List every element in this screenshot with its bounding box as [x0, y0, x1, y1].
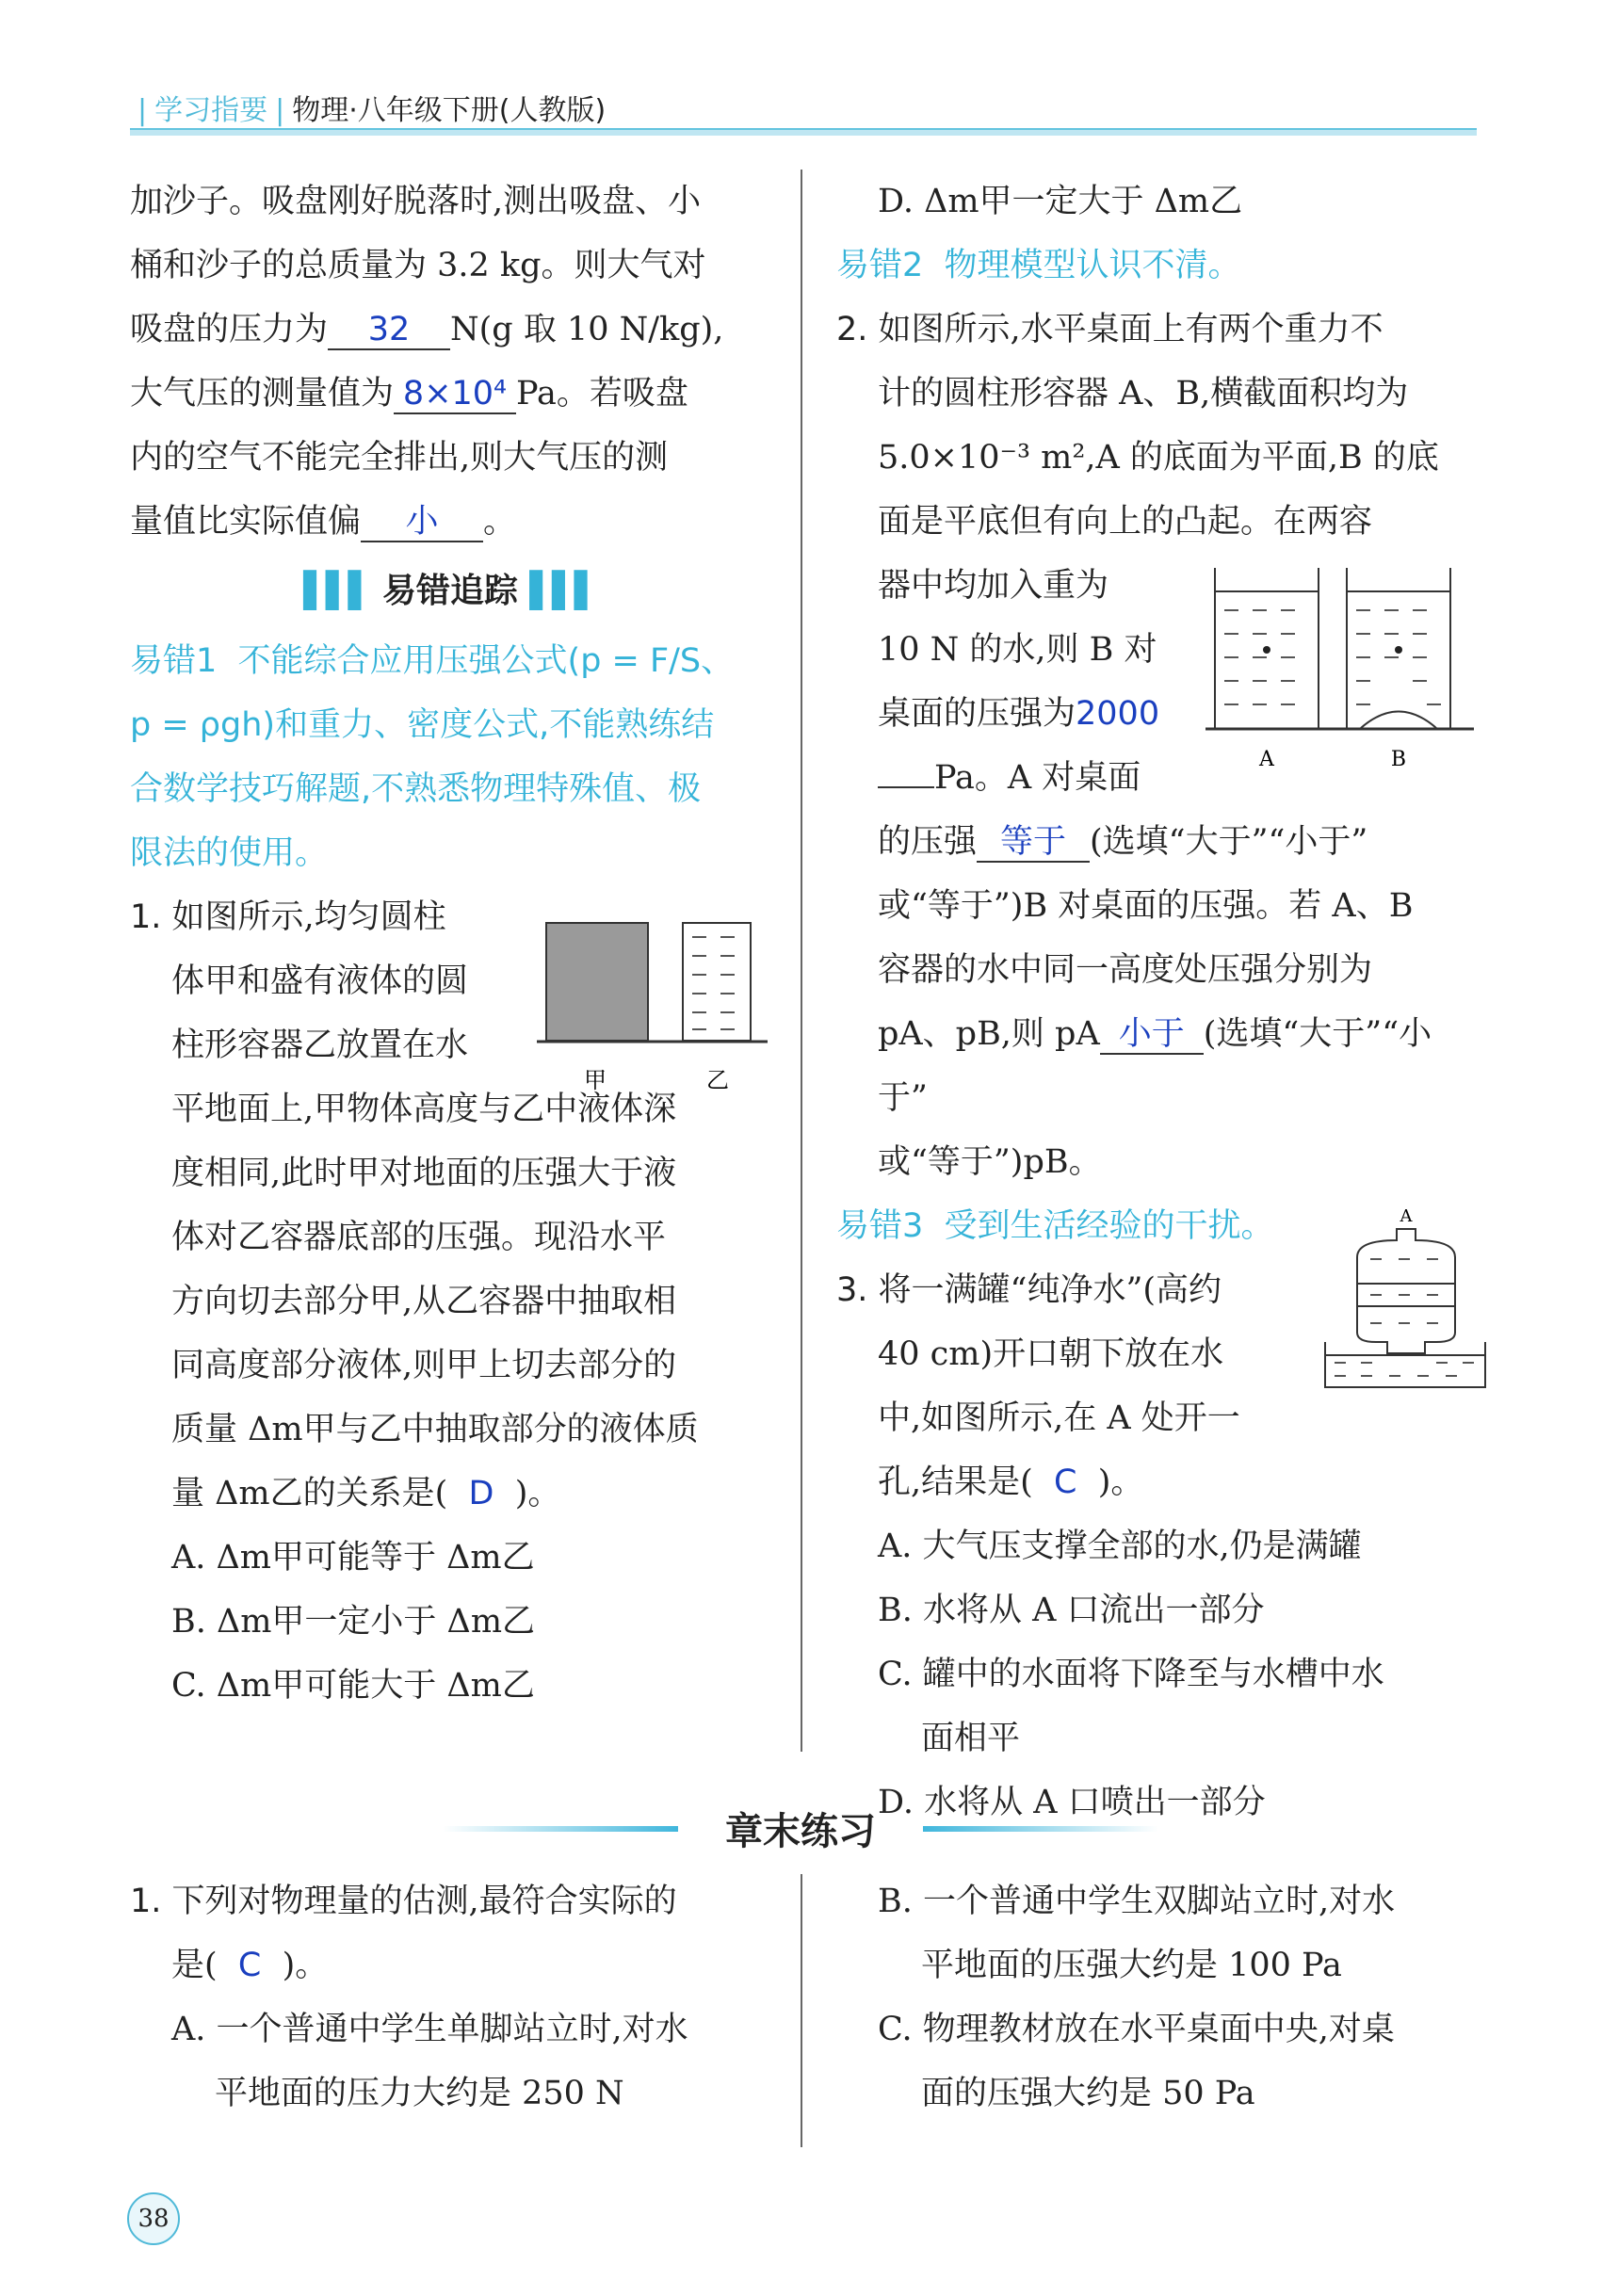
header-divider: |: [138, 94, 148, 127]
answer-pressure: 8×10⁴: [394, 375, 516, 414]
column-divider: [801, 170, 802, 1752]
water-lines: [1224, 610, 1441, 704]
chapter-left-column: 1. 下列对物理量的估测,最符合实际的 是( C )。 A. 一个普通中学生单脚站立时,对水 平地面的压力大约是 250 N: [130, 1869, 770, 2126]
option: D. Δm甲一定大于 Δm乙: [878, 183, 1243, 220]
error-label: 易错3: [836, 1207, 924, 1245]
figure-label: A: [1259, 748, 1274, 771]
text-line: 吸盘的压力为 32 N(g 取 10 N/kg),: [130, 311, 724, 348]
question-number: 3.: [836, 1271, 868, 1309]
answer-choice: C: [237, 1947, 262, 1984]
header-series: 学习指要: [154, 94, 268, 127]
question-3: 3. 将一满罐“纯净水”(高约 40 cm)开口朝下放在水 中,如图所示,在 A 处开一 孔,结果是( C )。 A. 大气压支撑全部的水,仍是满罐 B. 水将从 A 口流出一部分 C. 罐中的水面将下降至与水槽中水 面相平 D. 水将从 A 口喷出一部分: [836, 1258, 1477, 1835]
page-header: [130, 87, 606, 128]
figure-label: B: [1390, 748, 1407, 771]
option-continuation: 平地面的压力大约是 250 N: [215, 2075, 624, 2112]
option: A. Δm甲可能等于 Δm乙: [171, 1539, 535, 1576]
answer-compare-2: 小于: [1100, 1015, 1204, 1055]
chapter-practice-title: 章末练习: [443, 1794, 1158, 1860]
option: C. 物理教材放在水平桌面中央,对桌: [878, 2011, 1395, 2048]
header-divider: |: [275, 94, 285, 127]
header-rule: [130, 128, 1477, 136]
column-divider: [801, 1874, 802, 2147]
text-line: 加沙子。吸盘刚好脱落时,测出吸盘、小: [130, 183, 702, 220]
error-note-2: 易错2 物理模型认识不清。: [836, 247, 1241, 284]
question-number: 2.: [836, 311, 868, 348]
question-1: 1. 如图所示,均匀圆柱 体甲和盛有液体的圆 柱形容器乙放置在水 平地面上,甲物体高度与乙中液体深 度相同,此时甲对地面的压强大于液 体对乙容器底部的压强。现沿水平 方向切去部分甲,从乙容器中抽取相 同高度部分液体,则甲上切去部分的 质量 Δm甲与乙中抽取部分的液体质 量 Δm乙的关系是( D )。 A. Δm甲可能等于 Δm乙 B. Δm甲一定小于 Δm乙 C. Δm甲可能大于 Δm乙: [130, 885, 770, 1718]
option: B. Δm甲一定小于 Δm乙: [171, 1603, 536, 1641]
answer-pressure-b: 2000: [1076, 695, 1160, 733]
question-2: 2. 如图所示,水平桌面上有两个重力不 计的圆柱形容器 A、B,横截面积均为 5.0×10⁻³ m²,A 的底面为平面,B 的底 面是平底但有向上的凸起。在两容 器中均加入重为 10 N 的水,则 B 对 桌面的压强为2000 Pa。A 对桌面 的压强 等于 (选填“大于”“小于” 或“等于”)B 对桌面的压强。若 A、B 容器的水中同一高度处压强分别为 pA、pB,则 pA 小于 (选填“大于”“小于” 或“等于”)pB。: [836, 311, 1439, 1181]
option: B. 水将从 A 口流出一部分: [878, 1592, 1265, 1629]
page-number: 38: [127, 2192, 180, 2245]
question-number: 1.: [130, 1883, 162, 1920]
answer-bias: 小: [361, 503, 483, 542]
text-line: 桶和沙子的总质量为 3.2 kg。则大气对: [130, 247, 706, 284]
option: A. 大气压支撑全部的水,仍是满罐: [878, 1528, 1362, 1565]
text-line: 量值比实际值偏 小 。: [130, 503, 517, 541]
error-label: 易错1: [130, 642, 218, 680]
error-label: 易错2: [836, 247, 924, 284]
option-continuation: 平地面的压强大约是 100 Pa: [921, 1947, 1342, 1984]
figure-label: 乙: [706, 1067, 729, 1093]
option: C. Δm甲可能大于 Δm乙: [171, 1667, 535, 1705]
answer-choice: C: [1054, 1463, 1077, 1501]
option: A. 一个普通中学生单脚站立时,对水: [171, 2011, 688, 2048]
text-line: 大气压的测量值为 8×10⁴ Pa。若吸盘: [130, 375, 688, 412]
figure-label: A: [1400, 1206, 1413, 1226]
option: C. 罐中的水面将下降至与水槽中水: [878, 1656, 1384, 1693]
error-note-3: 易错3 受到生活经验的干扰。: [836, 1207, 1274, 1245]
answer-choice: D: [468, 1475, 494, 1512]
figure-containers-ab: [1206, 563, 1474, 780]
tracking-section-title: ▌▌▌ 易错追踪 ▌▌▌: [303, 572, 597, 610]
container-yi: [683, 923, 751, 1041]
error-note-1: 易错1 不能综合应用压强公式(p = F/S、 p = ρgh)和重力、密度公式,不能熟练结 合数学技巧解题,不熟悉物理特殊值、极 限法的使用。: [130, 642, 735, 872]
figure-water-bottle: [1323, 1201, 1488, 1389]
answer-force: 32: [328, 311, 450, 350]
question-number: 1.: [130, 898, 162, 936]
chapter-right-column: [836, 1869, 1477, 2126]
option-continuation: 面相平: [921, 1720, 1021, 1757]
figure-label: 甲: [584, 1067, 607, 1093]
option-continuation: 面的压强大约是 50 Pa: [921, 2075, 1255, 2112]
option: D. 水将从 A 口喷出一部分: [878, 1784, 1266, 1821]
solid-cylinder-jia: [546, 923, 648, 1041]
answer-compare-1: 等于: [977, 823, 1090, 863]
figure-cylinder-container: [537, 918, 768, 1102]
text-line: 内的空气不能完全排出,则大气压的测: [130, 439, 669, 477]
header-title: 物理·八年级下册(人教版): [292, 94, 607, 127]
option: B. 一个普通中学生双脚站立时,对水: [878, 1883, 1396, 1920]
right-column: [836, 170, 1477, 1835]
